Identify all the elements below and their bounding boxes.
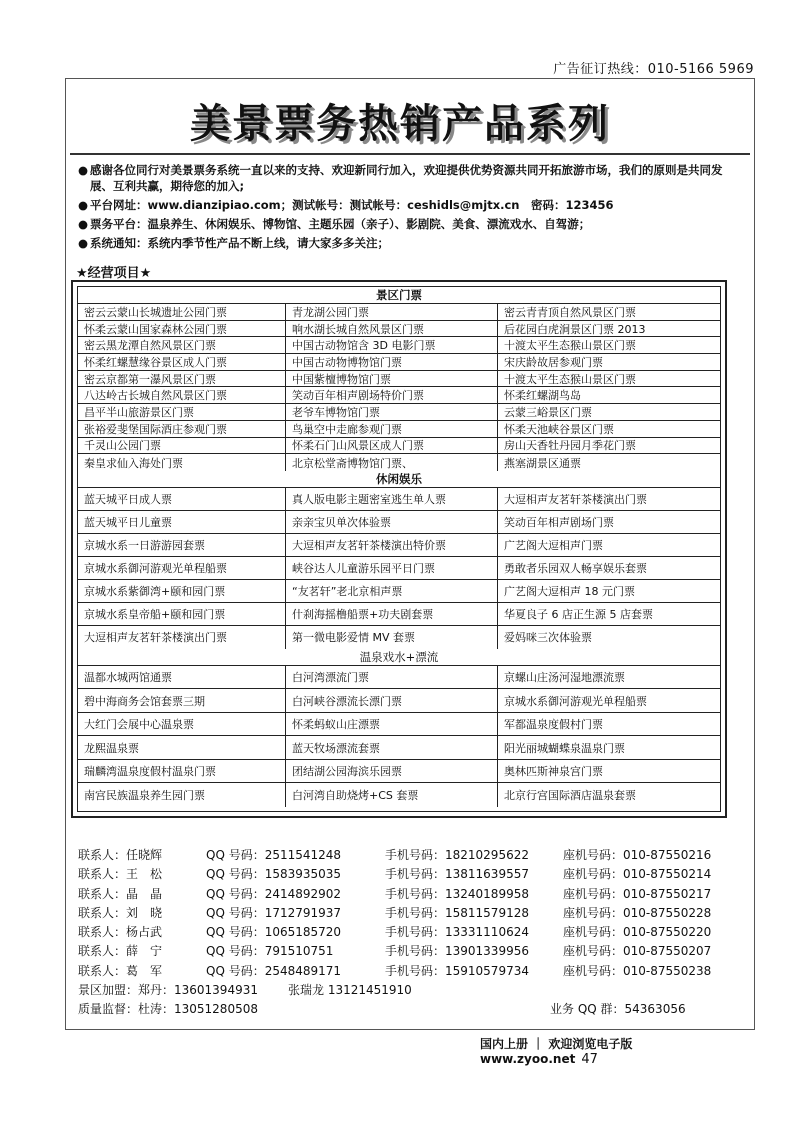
product-cell: 龙熙温泉票 [78, 736, 286, 759]
product-cell: 密云青青顶自然风景区门票 [504, 305, 636, 319]
product-cell: 宋庆龄故居参观门票 [504, 355, 603, 369]
contact-row [78, 904, 738, 923]
contact-mobile: 手机号码：15811579128 [385, 905, 529, 920]
product-cell: 奥林匹斯神泉宫门票 [504, 765, 603, 779]
product-cell: 大逗相声友茗轩茶楼演出特价票 [286, 534, 498, 556]
contact-qq: QQ 号码：2511541248 [206, 848, 342, 862]
table-row [78, 354, 720, 371]
product-cell: 青龙湖公园门票 [286, 304, 498, 320]
contact-mobile: 手机号码：13901339956 [385, 944, 529, 959]
product-cell: 怀柔石门山风景区成人门票 [286, 438, 498, 454]
product-cell: 勇敢者乐园双人畅享娱乐套票 [504, 561, 647, 575]
contact-qq: QQ 号码：1065185720 [206, 925, 342, 940]
product-cell: 蓝天牧场漂流套票 [286, 736, 498, 759]
product-cell: 怀柔红螺湖鸟岛 [504, 389, 581, 403]
product-cell: 鸟巢空中走廊参观门票 [286, 421, 498, 437]
product-cell: 密云云蒙山长城遗址公园门票 [78, 304, 286, 320]
contact-landline: 座机号码：010-87550207 [563, 944, 712, 959]
product-cell: 千灵山公园门票 [78, 438, 286, 454]
table-row [78, 626, 720, 649]
table-row [78, 421, 720, 438]
product-cell: 怀柔天池峡谷景区门票 [504, 422, 614, 436]
product-cell: 蓝天城平日儿童票 [78, 511, 286, 533]
title-divider [70, 153, 750, 155]
product-grid [71, 280, 727, 818]
product-cell: 京城水系紫御湾+颐和园门票 [78, 580, 286, 602]
contact-qq: QQ 号码：2414892902 [206, 886, 342, 901]
intro-text: 系统通知：系统内季节性产品不断上线，请大家多多关注； [90, 236, 389, 250]
product-cell: 蓝天城平日成人票 [78, 488, 286, 510]
product-cell: 张裕爱斐堡国际酒庄参观门票 [78, 421, 286, 437]
contact-mobile: 手机号码：13811639557 [385, 867, 529, 882]
product-cell: 京城水系皇帝船+颐和园门票 [78, 603, 286, 625]
product-cell: 大逗相声友茗轩茶楼演出门票 [504, 492, 647, 506]
contact-landline: 座机号码：010-87550214 [563, 867, 712, 882]
section-header: 景区门票 [78, 287, 720, 304]
table-row [78, 511, 720, 534]
intro-text: 感谢各位同行对美景票务系统一直以来的支持、欢迎新同行加入，欢迎提供优势资源共同开拓旅游市场，我们的原则是共同发展、互利共赢，期待您的加入; [90, 163, 723, 193]
table-row [78, 387, 720, 404]
product-cell: 笑动百年相声剧场特价门票 [286, 387, 498, 403]
product-cell: 笑动百年相声剧场门票 [504, 515, 614, 529]
business-heading: ★经营项目★ [76, 266, 152, 281]
alliance-contact-second: 张瑞龙 13121451910 [288, 983, 412, 998]
product-cell: 北京行宫国际酒店温泉套票 [504, 789, 636, 803]
product-cell: “友茗轩”老北京相声票 [286, 580, 498, 602]
product-cell: 南宫民族温泉养生园门票 [78, 783, 286, 807]
table-row [78, 689, 720, 713]
contact-row [78, 962, 738, 981]
footer-text: 国内上册 ｜ 欢迎浏览电子版 www.zyoo.net [480, 1037, 633, 1066]
bullet-icon: ● [78, 198, 89, 212]
product-cell: 怀柔红螺慧缘谷景区成人门票 [78, 354, 286, 370]
quality-supervisor: 质量监督：杜涛：13051280508 [78, 1002, 258, 1017]
product-cell: 怀柔云蒙山国家森林公园门票 [78, 321, 286, 337]
product-cell: 响水湖长城自然风景区门票 [286, 321, 498, 337]
product-cell: 温都水城两馆通票 [78, 666, 286, 689]
product-cell: 怀柔蚂蚁山庄漂票 [286, 713, 498, 736]
contact-qq: QQ 号码：1583935035 [206, 867, 342, 882]
contact-name: 联系人：杨占武 [78, 925, 163, 940]
product-cell: 京城水系御河游观光单程船票 [78, 557, 286, 579]
product-cell: 中国古动物博物馆门票 [286, 354, 498, 370]
intro-item [78, 162, 742, 194]
product-cell: 密云黑龙潭自然风景区门票 [78, 337, 286, 353]
intro-item [78, 235, 742, 251]
contact-name: 联系人：薛 宁 [78, 944, 163, 959]
table-row [78, 488, 720, 511]
product-cell: 阳光丽城蝴蝶泉温泉门票 [504, 741, 625, 755]
contact-mobile: 手机号码：18210295622 [385, 848, 529, 862]
product-cell: 京城水系御河游观光单程船票 [504, 694, 647, 708]
product-cell: 房山天香牡丹园月季花门票 [504, 439, 636, 453]
section-header: 温泉戏水+漂流 [78, 649, 720, 666]
table-row [78, 304, 720, 321]
product-cell: 大逗相声友茗轩茶楼演出门票 [78, 626, 286, 649]
table-row [78, 438, 720, 455]
contact-mobile: 手机号码：13240189958 [385, 886, 529, 901]
page-title: 美景票务热销产品系列 [190, 100, 610, 147]
contacts-block [78, 846, 738, 1020]
product-cell: 燕塞湖景区通票 [504, 456, 581, 470]
table-row [78, 454, 720, 471]
product-cell: 密云京都第一瀑风景区门票 [78, 371, 286, 387]
intro-item [78, 197, 742, 213]
product-cell: 广艺阁大逗相声门票 [504, 538, 603, 552]
product-cell: 白河湾漂流门票 [286, 666, 498, 689]
contact-row [78, 923, 738, 942]
product-cell: 八达岭古长城自然风景区门票 [78, 387, 286, 403]
table-row [78, 580, 720, 603]
table-row [78, 736, 720, 760]
page-footer [480, 1035, 740, 1067]
table-row [78, 603, 720, 626]
contact-landline: 座机号码：010-87550228 [563, 905, 712, 920]
table-row [78, 557, 720, 580]
section-header: 休闲娱乐 [78, 471, 720, 488]
contact-name: 联系人：刘 晓 [78, 905, 163, 920]
contact-landline: 座机号码：010-87550216 [563, 848, 712, 862]
product-cell: 京螺山庄汤河湿地漂流票 [504, 671, 625, 685]
product-section [78, 287, 720, 471]
contact-qq: QQ 号码：2548489171 [206, 963, 342, 978]
product-cell: 中国古动物馆含 3D 电影门票 [286, 337, 498, 353]
table-row [78, 666, 720, 690]
product-cell: 广艺阁大逗相声 18 元门票 [504, 584, 635, 598]
product-cell: 白河湾自助烧烤+CS 套票 [286, 783, 498, 807]
contact-row [78, 885, 738, 904]
product-cell: 大红门会展中心温泉票 [78, 713, 286, 736]
product-grid-inner [77, 286, 721, 812]
table-row [78, 760, 720, 784]
contact-landline: 座机号码：010-87550220 [563, 925, 712, 940]
quality-row [78, 1000, 738, 1020]
contact-mobile: 手机号码：15910579734 [385, 963, 529, 978]
page-number: 47 [581, 1052, 598, 1067]
product-cell: 十渡太平生态猴山景区门票 [504, 372, 636, 386]
contact-name: 联系人：葛 军 [78, 963, 163, 978]
bullet-icon: ● [78, 236, 89, 250]
alliance-row [78, 981, 738, 1000]
contact-row [78, 846, 738, 865]
alliance-contact: 景区加盟：郑丹：13601394931 [78, 983, 258, 998]
product-cell: 爱妈咪三次体验票 [504, 631, 592, 645]
table-row [78, 713, 720, 737]
product-cell: 峡谷达人儿童游乐园平日门票 [286, 557, 498, 579]
product-cell: 瑞麟湾温泉度假村温泉门票 [78, 760, 286, 783]
table-row [78, 534, 720, 557]
contact-name: 联系人：王 松 [78, 867, 163, 882]
product-cell: 京城水系一日游游园套票 [78, 534, 286, 556]
intro-text: 票务平台：温泉养生、休闲娱乐、博物馆、主题乐园（亲子）、影剧院、美食、漂流戏水、自驾游； [90, 217, 591, 231]
product-cell: 后花园白虎涧景区门票 2013 [504, 322, 646, 336]
contact-qq: QQ 号码：1712791937 [206, 905, 342, 920]
product-cell: 十渡太平生态猴山景区门票 [504, 339, 636, 353]
intro-block [78, 162, 742, 254]
product-cell: 碧中海商务会馆套票三期 [78, 689, 286, 712]
product-cell: 真人版电影主题密室逃生单人票 [286, 488, 498, 510]
table-row [78, 321, 720, 338]
product-cell: 华夏良子 6 店正生源 5 店套票 [504, 607, 653, 621]
table-row [78, 337, 720, 354]
table-row [78, 404, 720, 421]
product-cell: 北京松堂斋博物馆门票、 [286, 454, 498, 471]
product-cell: 昌平半山旅游景区门票 [78, 404, 286, 420]
bullet-icon: ● [78, 163, 89, 177]
product-cell: 中国紫檀博物馆门票 [286, 371, 498, 387]
contact-qq: QQ 号码：791510751 [206, 944, 334, 959]
contact-mobile: 手机号码：13331110624 [385, 925, 529, 940]
product-cell: 什刹海摇橹船票+功夫剧套票 [286, 603, 498, 625]
product-cell: 老爷车博物馆门票 [286, 404, 498, 420]
product-cell: 秦皇求仙入海处门票 [78, 454, 286, 471]
contact-row [78, 865, 738, 884]
product-cell: 军都温泉度假村门票 [504, 718, 603, 732]
intro-text: 平台网址：www.dianzipiao.com；测试帐号：测试帐号：ceshidls@mjtx.cn 密码：123456 [90, 198, 614, 212]
bullet-icon: ● [78, 217, 89, 231]
product-cell: 云蒙三峪景区门票 [504, 405, 592, 419]
product-cell: 亲亲宝贝单次体验票 [286, 511, 498, 533]
ad-hotline: 广告征订热线：010-5166 5969 [553, 62, 754, 77]
contact-landline: 座机号码：010-87550238 [563, 963, 712, 978]
product-section [78, 471, 720, 649]
product-cell: 白河峡谷漂流长漂门票 [286, 689, 498, 712]
contact-name: 联系人：任晓辉 [78, 848, 163, 862]
contact-row [78, 942, 738, 961]
product-cell: 第一微电影爱情 MV 套票 [286, 626, 498, 649]
contact-name: 联系人：晶 晶 [78, 886, 163, 901]
table-row [78, 371, 720, 388]
product-section [78, 649, 720, 807]
qq-group: 业务 QQ 群：54363056 [550, 1002, 686, 1017]
intro-item [78, 216, 742, 232]
product-cell: 团结湖公园海滨乐园票 [286, 760, 498, 783]
contact-landline: 座机号码：010-87550217 [563, 886, 712, 901]
table-row [78, 783, 720, 807]
